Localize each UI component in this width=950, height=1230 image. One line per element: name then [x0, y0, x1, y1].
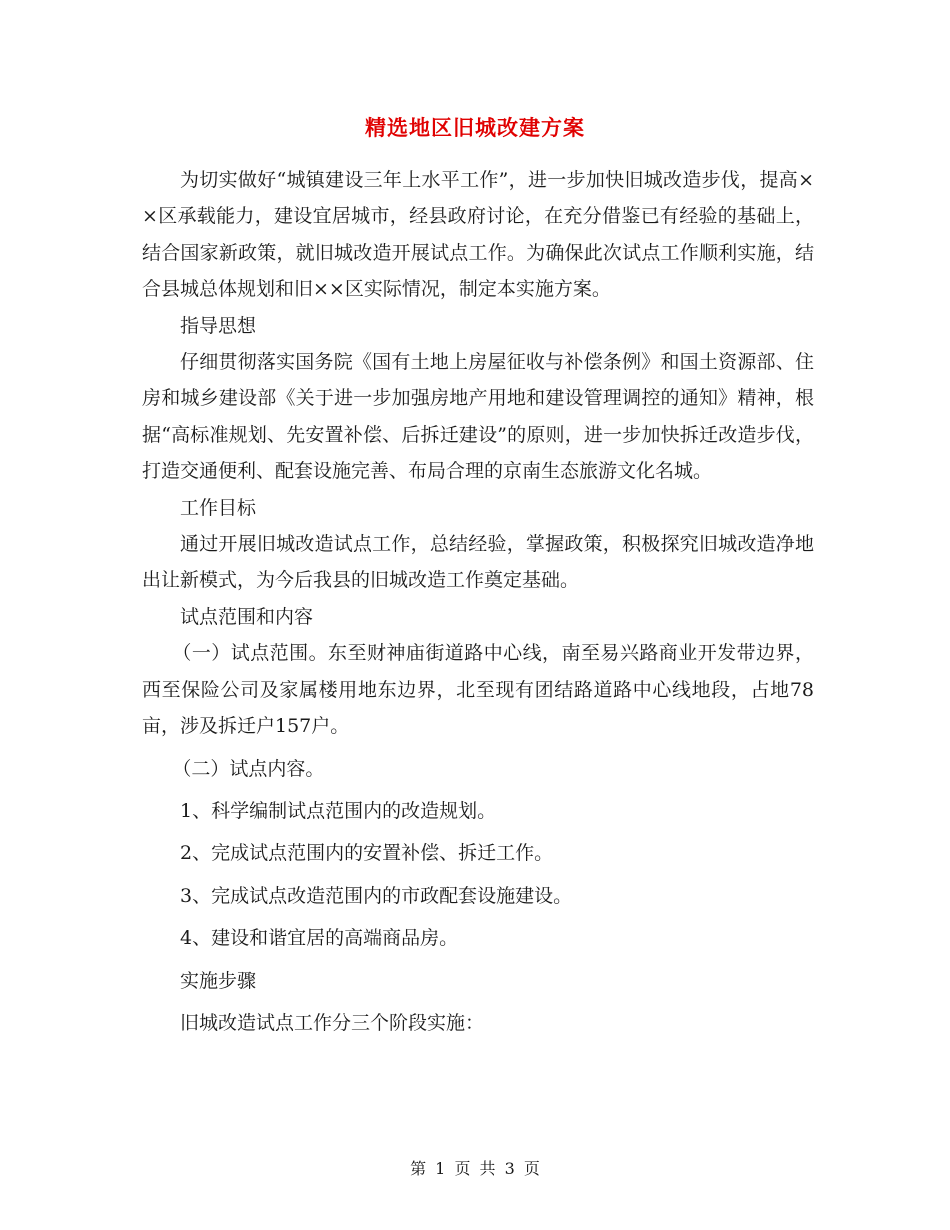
- section-heading-implementation-steps: 实施步骤: [180, 969, 257, 992]
- work-goals-paragraph: 通过开展旧城改造试点工作，总结经验，掌握政策，积极探究旧城改造净地出让新模式，为今后我县的旧城改造工作奠定基础。: [142, 533, 814, 592]
- section-heading-work-goals: 工作目标: [180, 496, 257, 519]
- guiding-ideology-paragraph: 仔细贯彻落实国务院《国有土地上房屋征收与补偿条例》和国土资源部、住房和城乡建设部《关于进一步加强房地产用地和建设管理调控的通知》精神，根据“高标准规划、先安置补偿、后拆迁建设”的原则，进一步加快拆迁改造步伐，打造交通便利、配套设施完善、布局合理的京南生态旅游文化名城。: [142, 351, 814, 483]
- pilot-scope-paragraph: （一）试点范围。东至财神庙街道路中心线，南至易兴路商业开发带边界，西至保险公司及家属楼用地东边界，北至现有团结路道路中心线地段，占地78亩，涉及拆迁户157户。: [142, 642, 814, 738]
- pilot-content-item-4: 4、建设和谐宜居的高端商品房。: [180, 927, 459, 950]
- pilot-content-item-3: 3、完成试点改造范围内的市政配套设施建设。: [180, 884, 573, 907]
- pilot-content-item-1: 1、科学编制试点范围内的改造规划。: [180, 799, 497, 822]
- document-body: [142, 162, 814, 1041]
- pilot-content-item-2: 2、完成试点范围内的安置补偿、拆迁工作。: [180, 842, 554, 865]
- intro-paragraph: 为切实做好“城镇建设三年上水平工作”，进一步加快旧城改造步伐，提高××区承载能力，建设宜居城市，经县政府讨论，在充分借鉴已有经验的基础上，结合国家新政策，就旧城改造开展试点工作。为确保此次试点工作顺利实施，结合县城总体规划和旧××区实际情况，制定本实施方案。: [142, 169, 814, 301]
- page-number-footer: 第 1 页 共 3 页: [410, 1159, 540, 1178]
- pilot-content-heading: （二）试点内容。: [172, 757, 325, 780]
- section-heading-pilot-scope: 试点范围和内容: [180, 605, 314, 628]
- implementation-steps-paragraph: 旧城改造试点工作分三个阶段实施：: [180, 1011, 485, 1034]
- section-heading-guiding-ideology: 指导思想: [180, 314, 257, 337]
- document-title: 精选地区旧城改建方案: [365, 115, 585, 140]
